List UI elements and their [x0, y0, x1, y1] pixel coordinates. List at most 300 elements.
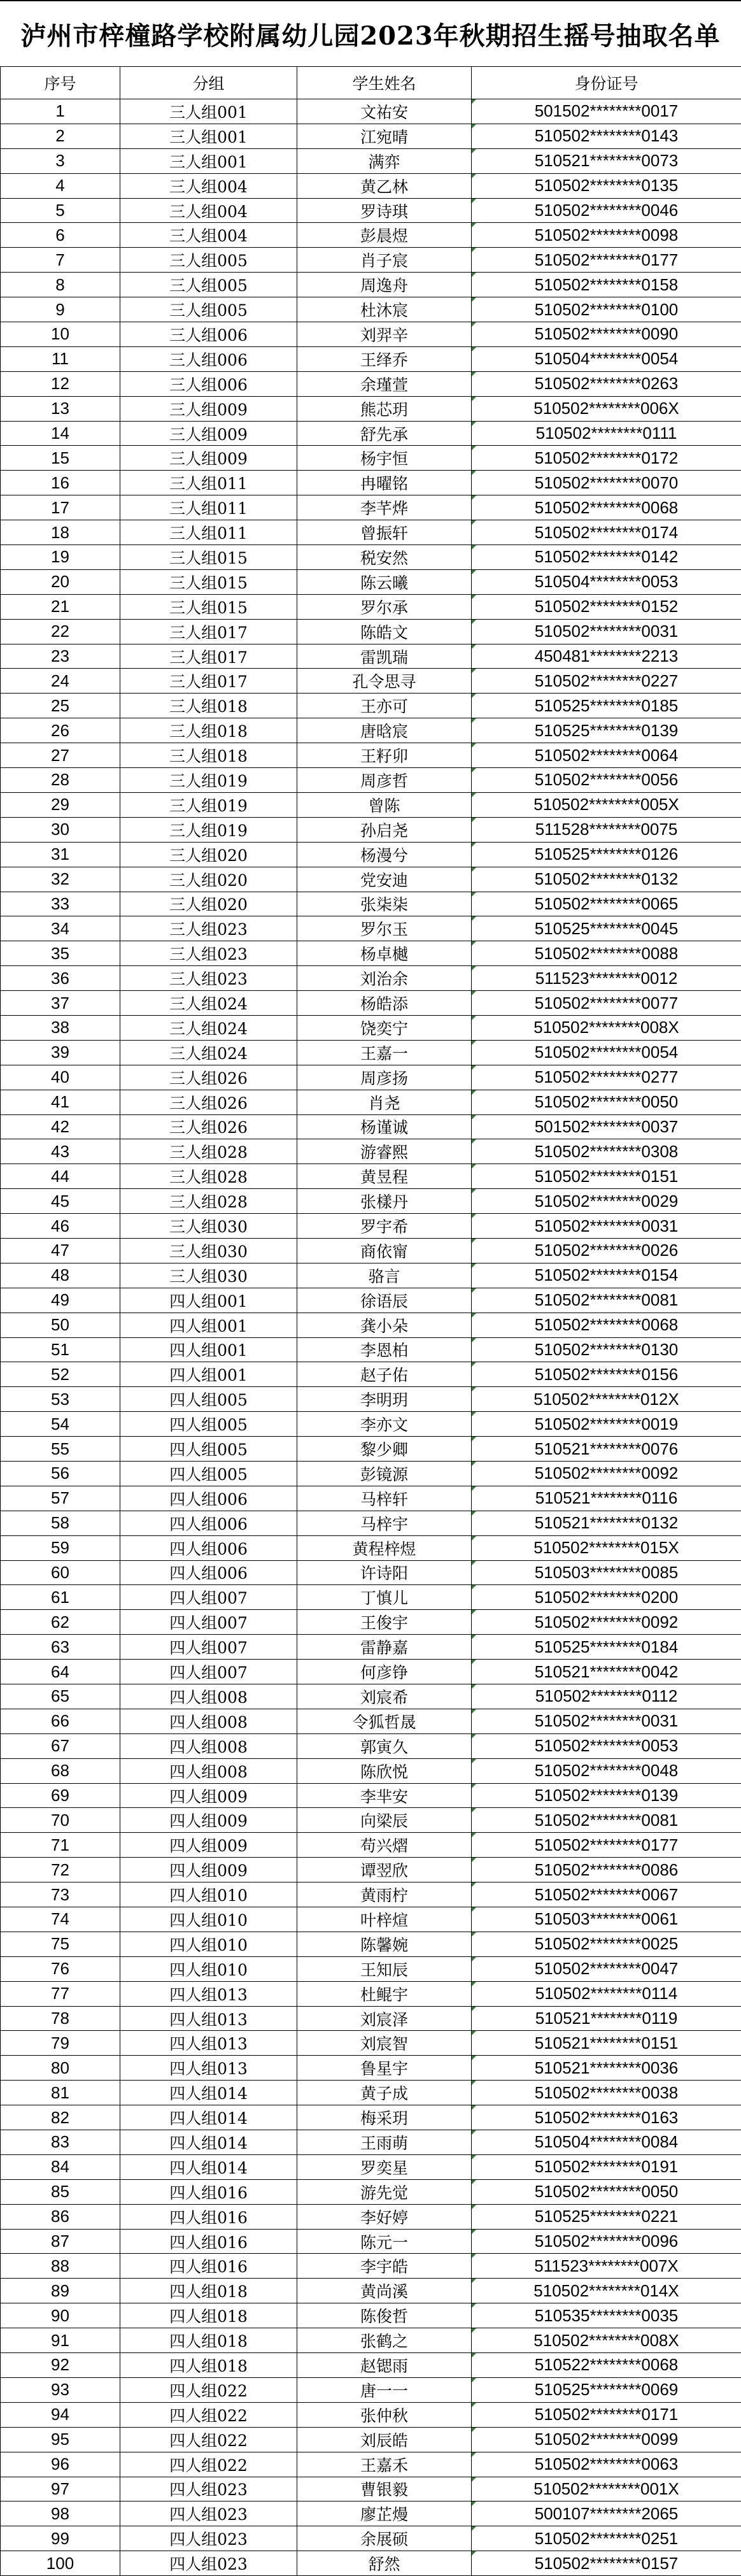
- row-index: 53: [1, 1387, 120, 1412]
- row-student-name: 杜鲲宇: [297, 1981, 472, 2006]
- table-row: [1, 1090, 741, 1114]
- row-group: 三人组020: [120, 842, 297, 867]
- table-row: [1, 1040, 741, 1065]
- row-index: 70: [1, 1808, 120, 1833]
- row-index: 43: [1, 1139, 120, 1164]
- row-group: 三人组023: [120, 916, 297, 941]
- row-student-name: 舒然: [297, 2551, 472, 2576]
- row-index: 65: [1, 1684, 120, 1709]
- row-id-number: 511528********0075: [472, 817, 741, 842]
- row-group: 三人组001: [120, 99, 297, 124]
- row-student-name: 杨漫兮: [297, 842, 472, 867]
- row-student-name: 冉曜铭: [297, 471, 472, 495]
- row-id-number: 510502********006X: [472, 396, 741, 421]
- table-row: [1, 396, 741, 421]
- row-id-number: 510502********0029: [472, 1189, 741, 1214]
- row-id-number: 510525********0126: [472, 842, 741, 867]
- row-id-number: 510502********0111: [472, 421, 741, 446]
- row-student-name: 周彦哲: [297, 768, 472, 793]
- row-index: 80: [1, 2056, 120, 2081]
- row-group: 四人组016: [120, 2229, 297, 2254]
- row-id-number: 510521********0151: [472, 2031, 741, 2056]
- row-index: 21: [1, 594, 120, 619]
- row-student-name: 许诗阳: [297, 1560, 472, 1585]
- row-group: 四人组014: [120, 2130, 297, 2155]
- row-index: 55: [1, 1437, 120, 1462]
- row-id-number: 510502********0031: [472, 619, 741, 644]
- row-student-name: 黄程梓煜: [297, 1535, 472, 1560]
- row-student-name: 罗诗琪: [297, 198, 472, 223]
- row-index: 98: [1, 2501, 120, 2526]
- row-student-name: 王籽卯: [297, 743, 472, 768]
- row-id-number: 510502********0088: [472, 941, 741, 966]
- row-index: 33: [1, 892, 120, 916]
- row-student-name: 刘辰皓: [297, 2427, 472, 2452]
- row-index: 78: [1, 2006, 120, 2031]
- row-index: 35: [1, 941, 120, 966]
- row-index: 84: [1, 2154, 120, 2179]
- row-index: 25: [1, 694, 120, 718]
- table-row: [1, 1833, 741, 1858]
- table-row: [1, 2377, 741, 2402]
- row-student-name: 党安迪: [297, 867, 472, 892]
- row-student-name: 饶奕宁: [297, 1015, 472, 1040]
- row-student-name: 舒先承: [297, 421, 472, 446]
- row-id-number: 510521********0036: [472, 2056, 741, 2081]
- row-student-name: 陈馨婉: [297, 1932, 472, 1956]
- row-index: 71: [1, 1833, 120, 1858]
- row-index: 47: [1, 1238, 120, 1263]
- row-id-number: 510502********0031: [472, 1214, 741, 1239]
- row-student-name: 黄昱程: [297, 1164, 472, 1189]
- row-student-name: 王嘉禾: [297, 2452, 472, 2477]
- row-id-number: 510502********0068: [472, 495, 741, 520]
- row-index: 92: [1, 2353, 120, 2378]
- row-id-number: 510502********001X: [472, 2477, 741, 2501]
- row-id-number: 510502********0086: [472, 1858, 741, 1882]
- row-student-name: 李亦文: [297, 1412, 472, 1437]
- row-index: 4: [1, 173, 120, 198]
- row-index: 49: [1, 1288, 120, 1313]
- table-row: [1, 792, 741, 817]
- row-index: 81: [1, 2081, 120, 2105]
- row-group: 三人组004: [120, 173, 297, 198]
- table-row: [1, 2179, 741, 2204]
- row-index: 44: [1, 1164, 120, 1189]
- row-student-name: 罗尔承: [297, 594, 472, 619]
- row-student-name: 罗尔玉: [297, 916, 472, 941]
- table-row: [1, 1114, 741, 1139]
- row-id-number: 510502********0050: [472, 1090, 741, 1114]
- row-group: 四人组009: [120, 1833, 297, 1858]
- row-id-number: 510502********0031: [472, 1709, 741, 1733]
- table-body: [1, 99, 741, 2576]
- row-id-number: 510502********0157: [472, 2551, 741, 2576]
- row-id-number: 510522********0068: [472, 2353, 741, 2378]
- row-id-number: 510502********005X: [472, 792, 741, 817]
- row-student-name: 龚小朵: [297, 1313, 472, 1337]
- row-student-name: 刘治余: [297, 966, 472, 991]
- row-id-number: 510502********0114: [472, 1981, 741, 2006]
- row-student-name: 徐语辰: [297, 1288, 472, 1313]
- table-row: [1, 768, 741, 793]
- row-student-name: 陈欣悦: [297, 1758, 472, 1783]
- row-index: 29: [1, 792, 120, 817]
- row-student-name: 刘宸泽: [297, 2006, 472, 2031]
- row-id-number: 510525********0221: [472, 2204, 741, 2229]
- row-index: 72: [1, 1858, 120, 1882]
- row-group: 三人组026: [120, 1090, 297, 1114]
- table-row: [1, 1362, 741, 1387]
- row-group: 四人组016: [120, 2204, 297, 2229]
- row-student-name: 余瑾萱: [297, 371, 472, 396]
- row-student-name: 彭晨煜: [297, 223, 472, 248]
- row-index: 48: [1, 1263, 120, 1288]
- row-student-name: 王亦可: [297, 694, 472, 718]
- table-row: [1, 1858, 741, 1882]
- row-group: 三人组006: [120, 346, 297, 371]
- row-group: 四人组022: [120, 2377, 297, 2402]
- row-group: 四人组008: [120, 1684, 297, 1709]
- row-index: 36: [1, 966, 120, 991]
- table-row: [1, 2154, 741, 2179]
- row-index: 19: [1, 545, 120, 570]
- row-group: 四人组007: [120, 1635, 297, 1660]
- row-index: 68: [1, 1758, 120, 1783]
- row-group: 四人组001: [120, 1288, 297, 1313]
- row-index: 50: [1, 1313, 120, 1337]
- row-index: 57: [1, 1486, 120, 1511]
- row-id-number: 510504********0053: [472, 569, 741, 594]
- row-id-number: 510502********0063: [472, 2452, 741, 2477]
- row-group: 三人组026: [120, 1065, 297, 1090]
- row-index: 97: [1, 2477, 120, 2501]
- row-id-number: 510502********0143: [472, 124, 741, 148]
- table-row: [1, 1139, 741, 1164]
- row-id-number: 510521********0073: [472, 148, 741, 173]
- row-group: 三人组015: [120, 594, 297, 619]
- row-group: 三人组024: [120, 1015, 297, 1040]
- row-index: 69: [1, 1783, 120, 1808]
- row-id-number: 510502********0100: [472, 297, 741, 322]
- row-student-name: 李明玥: [297, 1387, 472, 1412]
- row-id-number: 510502********0154: [472, 1263, 741, 1288]
- table-row: [1, 619, 741, 644]
- row-group: 四人组006: [120, 1535, 297, 1560]
- row-id-number: 510502********0308: [472, 1139, 741, 1164]
- row-id-number: 510502********0050: [472, 2179, 741, 2204]
- table-row: [1, 148, 741, 173]
- table-row: [1, 2551, 741, 2576]
- row-index: 30: [1, 817, 120, 842]
- row-id-number: 510525********0184: [472, 1635, 741, 1660]
- row-group: 四人组008: [120, 1733, 297, 1758]
- row-group: 三人组001: [120, 124, 297, 148]
- row-id-number: 510502********0151: [472, 1164, 741, 1189]
- row-index: 64: [1, 1660, 120, 1684]
- row-student-name: 陈俊哲: [297, 2303, 472, 2328]
- row-group: 三人组009: [120, 446, 297, 471]
- row-group: 四人组010: [120, 1932, 297, 1956]
- header-index: 序号: [1, 67, 120, 99]
- row-index: 24: [1, 669, 120, 694]
- row-index: 2: [1, 124, 120, 148]
- table-row: [1, 2452, 741, 2477]
- row-index: 3: [1, 148, 120, 173]
- table-row: [1, 743, 741, 768]
- row-index: 5: [1, 198, 120, 223]
- row-student-name: 孙启尧: [297, 817, 472, 842]
- table-row: [1, 1313, 741, 1337]
- row-student-name: 雷凯瑞: [297, 644, 472, 669]
- table-row: [1, 569, 741, 594]
- row-student-name: 商依甯: [297, 1238, 472, 1263]
- table-row: [1, 2056, 741, 2081]
- table-row: [1, 173, 741, 198]
- row-index: 8: [1, 273, 120, 297]
- row-student-name: 王知辰: [297, 1956, 472, 1981]
- table-row: [1, 1882, 741, 1907]
- table-row: [1, 2006, 741, 2031]
- row-group: 三人组009: [120, 396, 297, 421]
- row-student-name: 杨卓樾: [297, 941, 472, 966]
- row-index: 100: [1, 2551, 120, 2576]
- row-index: 9: [1, 297, 120, 322]
- row-index: 86: [1, 2204, 120, 2229]
- row-id-number: 510502********0047: [472, 1956, 741, 1981]
- row-id-number: 510502********0064: [472, 743, 741, 768]
- row-index: 26: [1, 718, 120, 743]
- table-row: [1, 371, 741, 396]
- row-group: 三人组009: [120, 421, 297, 446]
- row-group: 四人组009: [120, 1858, 297, 1882]
- row-id-number: 510502********0142: [472, 545, 741, 570]
- row-id-number: 510502********0130: [472, 1337, 741, 1362]
- row-group: 三人组017: [120, 619, 297, 644]
- row-student-name: 张樣丹: [297, 1189, 472, 1214]
- row-student-name: 马梓轩: [297, 1486, 472, 1511]
- row-id-number: 510502********0099: [472, 2427, 741, 2452]
- row-id-number: 510502********0090: [472, 322, 741, 347]
- table-row: [1, 2303, 741, 2328]
- row-id-number: 510502********0227: [472, 669, 741, 694]
- row-student-name: 李芈安: [297, 1783, 472, 1808]
- row-id-number: 450481********2213: [472, 644, 741, 669]
- row-index: 16: [1, 471, 120, 495]
- table-row: [1, 520, 741, 545]
- row-student-name: 陈皓文: [297, 619, 472, 644]
- row-index: 79: [1, 2031, 120, 2056]
- row-student-name: 谭翌欣: [297, 1858, 472, 1882]
- row-student-name: 满弈: [297, 148, 472, 173]
- row-group: 四人组018: [120, 2328, 297, 2353]
- row-index: 66: [1, 1709, 120, 1733]
- row-index: 32: [1, 867, 120, 892]
- row-id-number: 510502********0056: [472, 768, 741, 793]
- row-student-name: 陈云曦: [297, 569, 472, 594]
- row-id-number: 510502********0177: [472, 1833, 741, 1858]
- table-row: [1, 1585, 741, 1610]
- row-id-number: 510502********0081: [472, 1288, 741, 1313]
- row-group: 三人组020: [120, 867, 297, 892]
- row-index: 89: [1, 2279, 120, 2303]
- row-student-name: 李恩柏: [297, 1337, 472, 1362]
- row-student-name: 肖子宸: [297, 248, 472, 273]
- row-student-name: 陈元一: [297, 2229, 472, 2254]
- row-id-number: 510502********0174: [472, 520, 741, 545]
- row-group: 三人组020: [120, 892, 297, 916]
- table-row: [1, 1486, 741, 1511]
- row-group: 三人组030: [120, 1263, 297, 1288]
- row-group: 三人组024: [120, 991, 297, 1016]
- row-id-number: 510502********0038: [472, 2081, 741, 2105]
- table-row: [1, 1635, 741, 1660]
- row-group: 四人组018: [120, 2353, 297, 2378]
- row-student-name: 郭寅久: [297, 1733, 472, 1758]
- row-group: 四人组009: [120, 1808, 297, 1833]
- row-id-number: 510521********0119: [472, 2006, 741, 2031]
- table-row: [1, 718, 741, 743]
- row-id-number: 501502********0017: [472, 99, 741, 124]
- row-id-number: 510521********0042: [472, 1660, 741, 1684]
- row-student-name: 黄乙林: [297, 173, 472, 198]
- row-id-number: 510521********0116: [472, 1486, 741, 1511]
- header-id-number: 身份证号: [472, 67, 741, 99]
- row-group: 三人组005: [120, 248, 297, 273]
- table-row: [1, 1337, 741, 1362]
- table-row: [1, 1758, 741, 1783]
- row-id-number: 510502********0200: [472, 1585, 741, 1610]
- row-id-number: 510502********008X: [472, 2328, 741, 2353]
- row-student-name: 雷静嘉: [297, 1635, 472, 1660]
- row-index: 74: [1, 1907, 120, 1932]
- row-group: 四人组013: [120, 2031, 297, 2056]
- row-student-name: 苟兴熠: [297, 1833, 472, 1858]
- table-row: [1, 966, 741, 991]
- table-row: [1, 892, 741, 916]
- row-group: 四人组014: [120, 2154, 297, 2179]
- table-row: [1, 1164, 741, 1189]
- row-student-name: 杜沐宸: [297, 297, 472, 322]
- table-row: [1, 867, 741, 892]
- row-student-name: 刘宸智: [297, 2031, 472, 2056]
- row-student-name: 唐晗宸: [297, 718, 472, 743]
- table-row: [1, 545, 741, 570]
- table-row: [1, 817, 741, 842]
- table-row: [1, 124, 741, 148]
- row-group: 四人组018: [120, 2279, 297, 2303]
- row-id-number: 510502********0139: [472, 1783, 741, 1808]
- row-student-name: 张鹤之: [297, 2328, 472, 2353]
- row-group: 三人组028: [120, 1164, 297, 1189]
- row-student-name: 杨谨诚: [297, 1114, 472, 1139]
- row-index: 90: [1, 2303, 120, 2328]
- table-row: [1, 248, 741, 273]
- row-id-number: 511523********0012: [472, 966, 741, 991]
- row-student-name: 罗宇希: [297, 1214, 472, 1239]
- row-student-name: 赵锶雨: [297, 2353, 472, 2378]
- row-index: 83: [1, 2130, 120, 2155]
- table-row: [1, 2031, 741, 2056]
- row-group: 四人组005: [120, 1412, 297, 1437]
- row-student-name: 唐一一: [297, 2377, 472, 2402]
- table-row: [1, 1263, 741, 1288]
- table-row: [1, 1907, 741, 1932]
- table-row: [1, 1511, 741, 1535]
- row-group: 三人组019: [120, 817, 297, 842]
- row-group: 四人组022: [120, 2427, 297, 2452]
- row-student-name: 周逸舟: [297, 273, 472, 297]
- row-index: 82: [1, 2105, 120, 2130]
- table-row: [1, 2204, 741, 2229]
- row-id-number: 510502********0112: [472, 1684, 741, 1709]
- table-row: [1, 1733, 741, 1758]
- row-id-number: 510502********0092: [472, 1610, 741, 1635]
- row-index: 67: [1, 1733, 120, 1758]
- table-row: [1, 1709, 741, 1733]
- row-index: 76: [1, 1956, 120, 1981]
- row-group: 三人组018: [120, 718, 297, 743]
- table-row: [1, 1560, 741, 1585]
- row-id-number: 510503********0061: [472, 1907, 741, 1932]
- row-id-number: 510502********0077: [472, 991, 741, 1016]
- row-student-name: 李宇皓: [297, 2254, 472, 2279]
- row-index: 22: [1, 619, 120, 644]
- row-group: 四人组022: [120, 2452, 297, 2477]
- row-index: 54: [1, 1412, 120, 1437]
- table-row: [1, 446, 741, 471]
- row-student-name: 文祐安: [297, 99, 472, 124]
- table-row: [1, 1387, 741, 1412]
- row-group: 四人组022: [120, 2402, 297, 2427]
- table-row: [1, 1981, 741, 2006]
- row-id-number: 510502********0172: [472, 446, 741, 471]
- table-row: [1, 1015, 741, 1040]
- row-student-name: 张仲秋: [297, 2402, 472, 2427]
- row-student-name: 杨宇恒: [297, 446, 472, 471]
- row-group: 四人组010: [120, 1956, 297, 1981]
- row-index: 11: [1, 346, 120, 371]
- table-row: [1, 669, 741, 694]
- row-id-number: 510504********0054: [472, 346, 741, 371]
- row-group: 四人组023: [120, 2477, 297, 2501]
- row-student-name: 何彦铮: [297, 1660, 472, 1684]
- table-row: [1, 2353, 741, 2378]
- table-row: [1, 1535, 741, 1560]
- row-group: 四人组007: [120, 1585, 297, 1610]
- row-group: 四人组006: [120, 1486, 297, 1511]
- row-index: 18: [1, 520, 120, 545]
- row-student-name: 李芊烨: [297, 495, 472, 520]
- row-group: 三人组024: [120, 1040, 297, 1065]
- table-row: [1, 322, 741, 347]
- row-student-name: 王绎乔: [297, 346, 472, 371]
- row-index: 93: [1, 2377, 120, 2402]
- row-id-number: 510502********014X: [472, 2279, 741, 2303]
- row-id-number: 510502********0171: [472, 2402, 741, 2427]
- row-id-number: 510502********012X: [472, 1387, 741, 1412]
- row-student-name: 刘宸希: [297, 1684, 472, 1709]
- row-id-number: 510502********0152: [472, 594, 741, 619]
- row-index: 85: [1, 2179, 120, 2204]
- row-id-number: 510502********0096: [472, 2229, 741, 2254]
- row-id-number: 510502********0191: [472, 2154, 741, 2179]
- row-student-name: 黄雨柠: [297, 1882, 472, 1907]
- row-index: 88: [1, 2254, 120, 2279]
- row-id-number: 510502********015X: [472, 1535, 741, 1560]
- row-index: 17: [1, 495, 120, 520]
- row-index: 28: [1, 768, 120, 793]
